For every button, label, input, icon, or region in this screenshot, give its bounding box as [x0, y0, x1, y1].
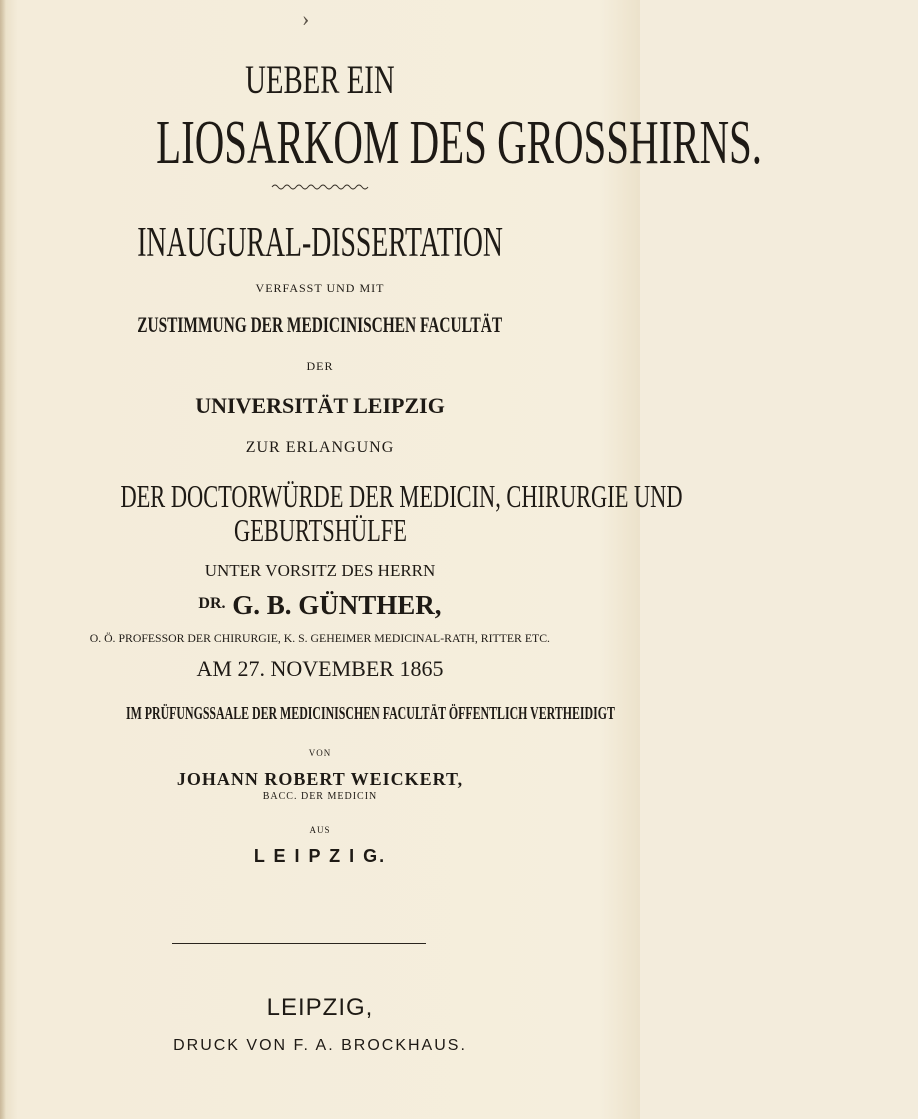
line-zustimmung-text: ZUSTIMMUNG DER MEDICINISCHEN FACULTÄT — [137, 312, 503, 337]
line-geburt-text: GEBURTSHÜLFE — [233, 512, 407, 548]
chair-line — [0, 592, 640, 619]
defense-place-text: IM PRÜFUNGSSAALE DER MEDICINISCHEN FACULTÄT ÖFFENTLICH VERTHEIDIGT — [125, 703, 615, 723]
author-name: JOHANN ROBERT WEICKERT, — [176, 769, 464, 789]
title-line-2 — [0, 109, 763, 177]
line-aus: AUS — [309, 825, 331, 835]
subtitle-text: INAUGURAL-DISSERTATION — [137, 220, 503, 266]
author-degree: BACC. DER MEDICIN — [262, 791, 378, 802]
hometown: L E I P Z I G. — [253, 846, 387, 866]
subtitle — [0, 222, 640, 264]
imprint-city: LEIPZIG, — [266, 994, 374, 1021]
title-line-1-text: UEBER EIN — [245, 57, 395, 102]
chair-title: DR. — [198, 595, 226, 612]
line-doctor-text: DER DOCTORWÜRDE DER MEDICIN, CHIRURGIE UND — [120, 478, 683, 514]
corner-mark: › — [302, 6, 310, 31]
defense-date: AM 27. NOVEMBER 1865 — [196, 656, 444, 681]
line-zur: ZUR ERLANGUNG — [245, 439, 395, 456]
line-zustimmung — [0, 314, 640, 336]
line-der: DER — [306, 359, 334, 373]
horizontal-rule — [172, 943, 426, 944]
title-line-2-text: LIOSARKOM DES GROSSHIRNS. — [156, 109, 763, 177]
ornamental-divider — [272, 182, 368, 192]
defense-place — [0, 704, 640, 722]
imprint-printer: DRUCK VON F. A. BROCKHAUS. — [173, 1037, 467, 1054]
line-geburt — [0, 514, 640, 546]
chair-name: G. B. GÜNTHER, — [232, 590, 442, 620]
line-universitaet: UNIVERSITÄT LEIPZIG — [195, 393, 445, 418]
line-von: VON — [308, 748, 332, 758]
chair-position-text: O. Ö. PROFESSOR DER CHIRURGIE, K. S. GEHEIMER MEDICINAL-RATH, RITTER ETC. — [89, 631, 551, 645]
line-doctor — [0, 478, 683, 514]
line-verfasst: VERFASST UND MIT — [255, 281, 385, 295]
line-unter: UNTER VORSITZ DES HERRN — [204, 561, 436, 580]
chair-position — [0, 632, 640, 644]
title-line-1 — [0, 57, 640, 102]
